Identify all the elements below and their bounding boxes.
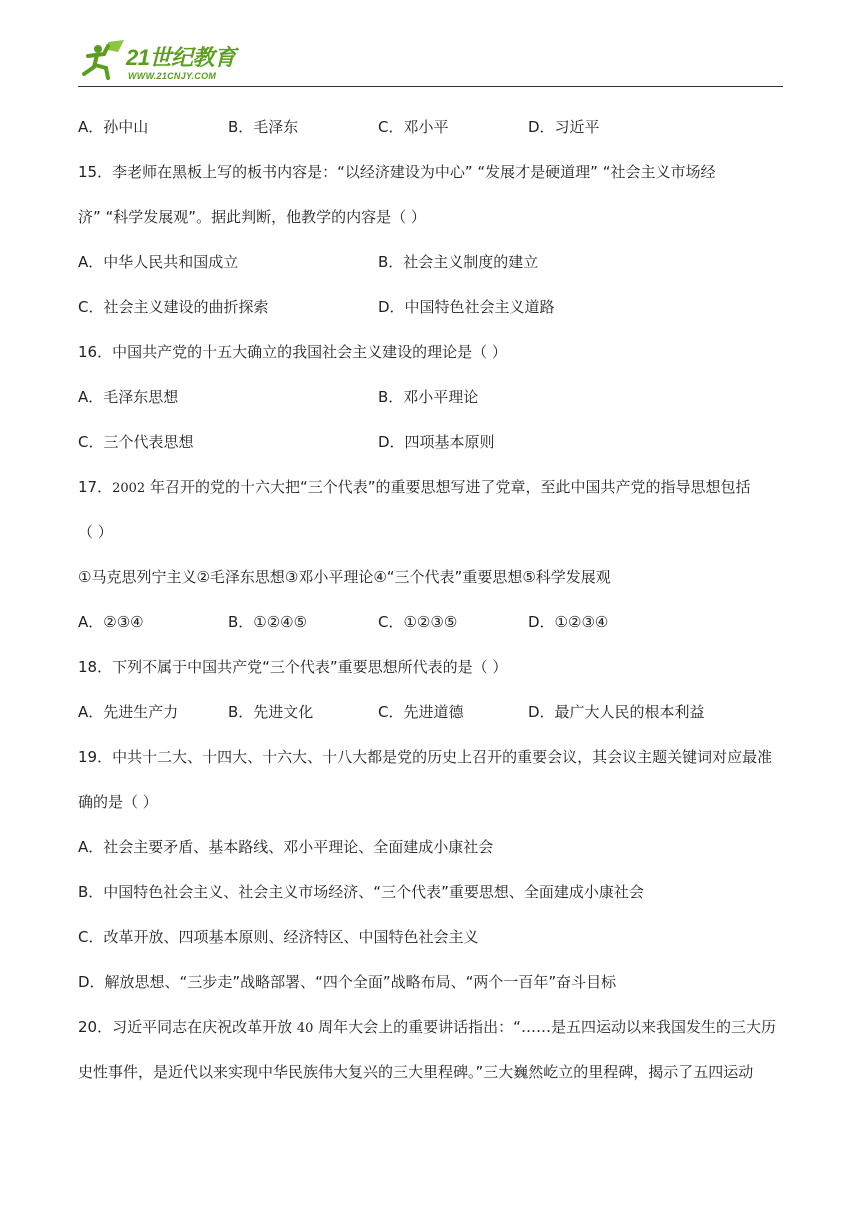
q18-option-b: B．先进文化 [228,703,314,721]
q15-stem-line1: 15．李老师在黑板上写的板书内容是：“以经济建设为中心” “发展才是硬道理” “社会主义市场经 [78,163,716,181]
q17-number: 17． [78,478,113,496]
q16-options-row1 [78,382,788,427]
q17-stem-text: 年召开的党的十六大把“三个代表”的重要思想写进了党章，至此中国共产党的指导思想包括 [145,478,751,496]
q18-options-row [78,697,788,742]
q17-option-c: C．①②③⑤ [378,613,458,631]
q16-options-row2 [78,427,788,472]
q20-stem-prefix: 20．习近平同志在庆祝改革开放 [78,1018,297,1036]
q19-stem-line2: 确的是（ ） [78,793,158,811]
q19-option-a: A．社会主要矛盾、基本路线、邓小平理论、全面建成小康社会 [78,838,494,856]
q19-stem-line1: 19．中共十二大、十四大、十六大、十八大都是党的历史上召开的重要会议，其会议主题关键词对应最准 [78,748,773,766]
q15-option-a: A．中华人民共和国成立 [78,253,239,271]
q16-option-a: A．毛泽东思想 [78,388,179,406]
q15-options-row1 [78,247,788,292]
q15-option-b: B．社会主义制度的建立 [378,253,539,271]
q15-stem-line2: 济” “科学发展观”。据此判断，他教学的内容是（ ） [78,208,426,226]
logo-text: 21世纪教育 [126,45,236,70]
q20-anniversary-number: 40 [296,1021,314,1036]
q18-option-d: D．最广大人民的根本利益 [528,703,705,721]
q14-option-a: A．孙中山 [78,118,149,136]
q18-option-c: C．先进道德 [378,703,464,721]
q20-stem-text: 周年大会上的重要讲话指出：“……是五四运动以来我国发生的三大历 [313,1018,776,1036]
q14-option-b: B．毛泽东 [228,118,299,136]
q20-stem-line2: 史性事件，是近代以来实现中华民族伟大复兴的三大里程碑。”三大巍然屹立的里程碑，揭示了五四运动 [78,1063,754,1081]
q16-option-c: C．三个代表思想 [78,433,194,451]
q17-option-b: B．①②④⑤ [228,613,308,631]
q17-items: ①马克思列宁主义②毛泽东思想③邓小平理论④“三个代表”重要思想⑤科学发展观 [78,568,611,586]
logo-url: WWW.21CNJY.COM [128,71,217,81]
q16-option-b: B．邓小平理论 [378,388,479,406]
q15-option-d: D．中国特色社会主义道路 [378,298,555,316]
q18-stem: 18．下列不属于中国共产党“三个代表”重要思想所代表的是（ ） [78,658,508,676]
q15-option-c: C．社会主义建设的曲折探索 [78,298,269,316]
q17-year: 2002 [112,481,146,496]
q17-options-row [78,607,788,652]
q16-stem: 16．中国共产党的十五大确立的我国社会主义建设的理论是（ ） [78,343,507,361]
q17-stem-line2: （ ） [78,523,113,541]
q14-options-row [78,112,788,157]
q17-option-a: A．②③④ [78,613,144,631]
q20-stem-line1 [78,1012,788,1057]
runner-logo-icon [78,40,126,84]
q18-option-a: A．先进生产力 [78,703,179,721]
q17-option-d: D．①②③④ [528,613,609,631]
q16-option-d: D．四项基本原则 [378,433,495,451]
q19-option-d: D．解放思想、“三步走”战略部署、“四个全面”战略布局、“两个一百年”奋斗目标 [78,973,617,991]
q14-option-d: D．习近平 [528,118,600,136]
exam-content [78,112,788,1102]
q14-option-c: C．邓小平 [378,118,449,136]
q19-option-b: B．中国特色社会主义、社会主义市场经济、“三个代表”重要思想、全面建成小康社会 [78,883,644,901]
q15-options-row2 [78,292,788,337]
page-header [78,40,783,87]
logo [78,40,248,84]
q19-option-c: C．改革开放、四项基本原则、经济特区、中国特色社会主义 [78,928,479,946]
q17-stem-line1 [78,472,788,517]
